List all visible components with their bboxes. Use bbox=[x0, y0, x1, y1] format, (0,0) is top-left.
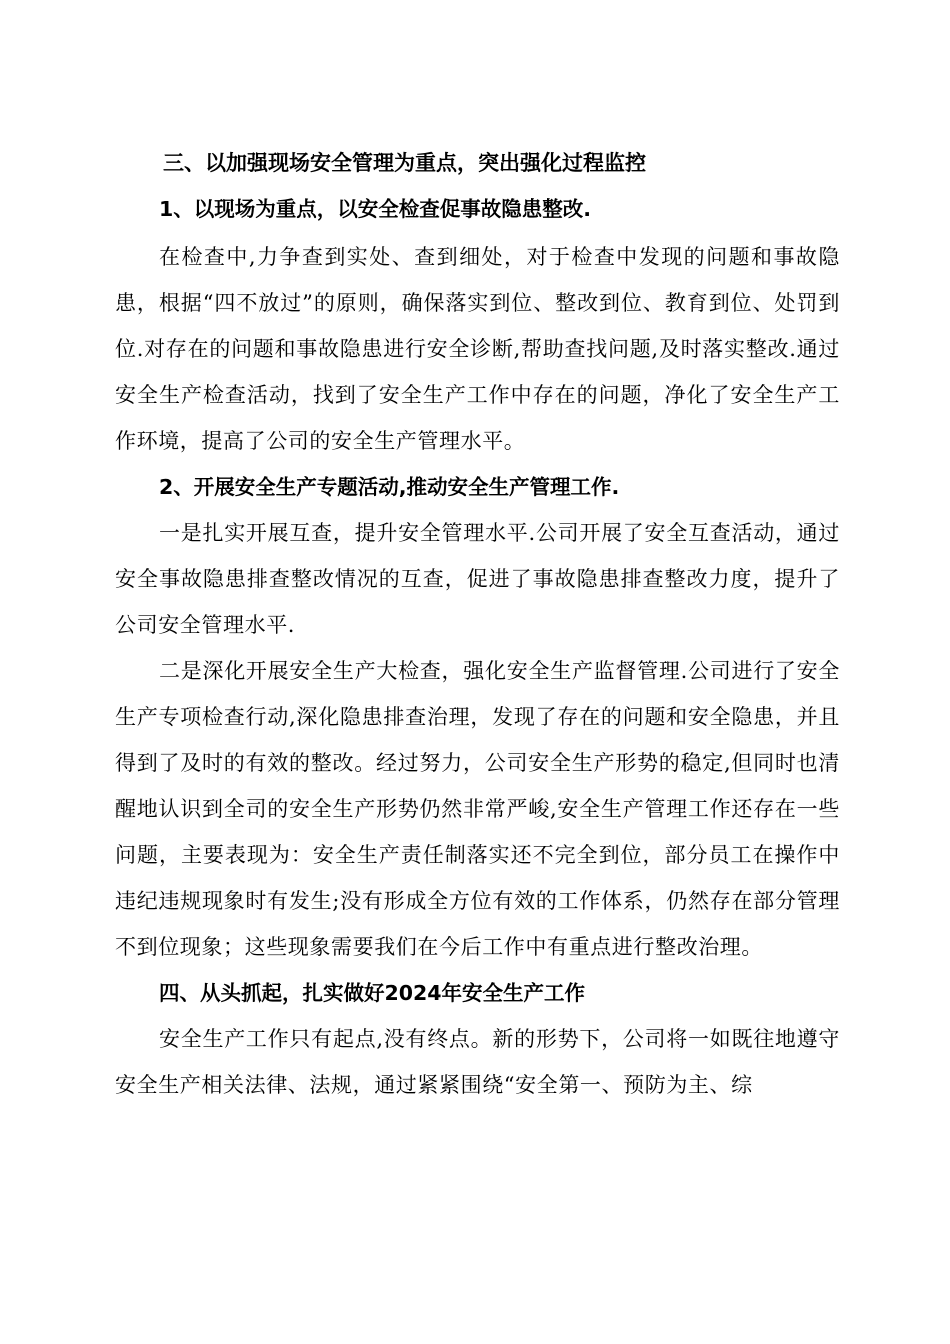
section-heading-4: 四、从头抓起，扎实做好2024年安全生产工作 bbox=[159, 981, 586, 1005]
paragraph-2: 一是扎实开展互查，提升安全管理水平.公司开展了安全互查活动，通过安全事故隐患排查整改情况的互查，促进了事故隐患排查整改力度，提升了公司安全管理水平. bbox=[115, 521, 840, 637]
paragraph-3: 二是深化开展安全生产大检查，强化安全生产监督管理.公司进行了安全生产专项检查行动,深化隐患排查治理，发现了存在的问题和安全隐患，并且得到了及时的有效的整改。经过努力，公司安全生产形势的稳定,但同时也清醒地认识到全司的安全生产形势仍然非常严峻,安全生产管理工作还存在一些问题，主要表现为：安全生产责任制落实还不完全到位，部分员工在操作中违纪违规现象时有发生;没有形成全方位有效的工作体系，仍然存在部分管理不到位现象；这些现象需要我们在今后工作中有重点进行整改治理。 bbox=[115, 659, 840, 959]
section-heading-3: 三、以加强现场安全管理为重点，突出强化过程监控 bbox=[163, 151, 646, 175]
paragraph-4: 安全生产工作只有起点,没有终点。新的形势下，公司将一如既往地遵守安全生产相关法律、法规，通过紧紧围绕“安全第一、预防为主、综 bbox=[115, 1027, 840, 1097]
sub-heading-1: 1、以现场为重点，以安全检查促事故隐患整改. bbox=[159, 197, 592, 221]
document-body bbox=[115, 140, 840, 1108]
sub-heading-2: 2、开展安全生产专题活动,推动安全生产管理工作. bbox=[159, 475, 620, 499]
paragraph-1: 在检查中,力争查到实处、查到细处，对于检查中发现的问题和事故隐患，根据“四不放过”的原则，确保落实到位、整改到位、教育到位、处罚到位.对存在的问题和事故隐患进行安全诊断,帮助查找问题,及时落实整改.通过安全生产检查活动，找到了安全生产工作中存在的问题，净化了安全生产工作环境，提高了公司的安全生产管理水平。 bbox=[115, 245, 840, 453]
